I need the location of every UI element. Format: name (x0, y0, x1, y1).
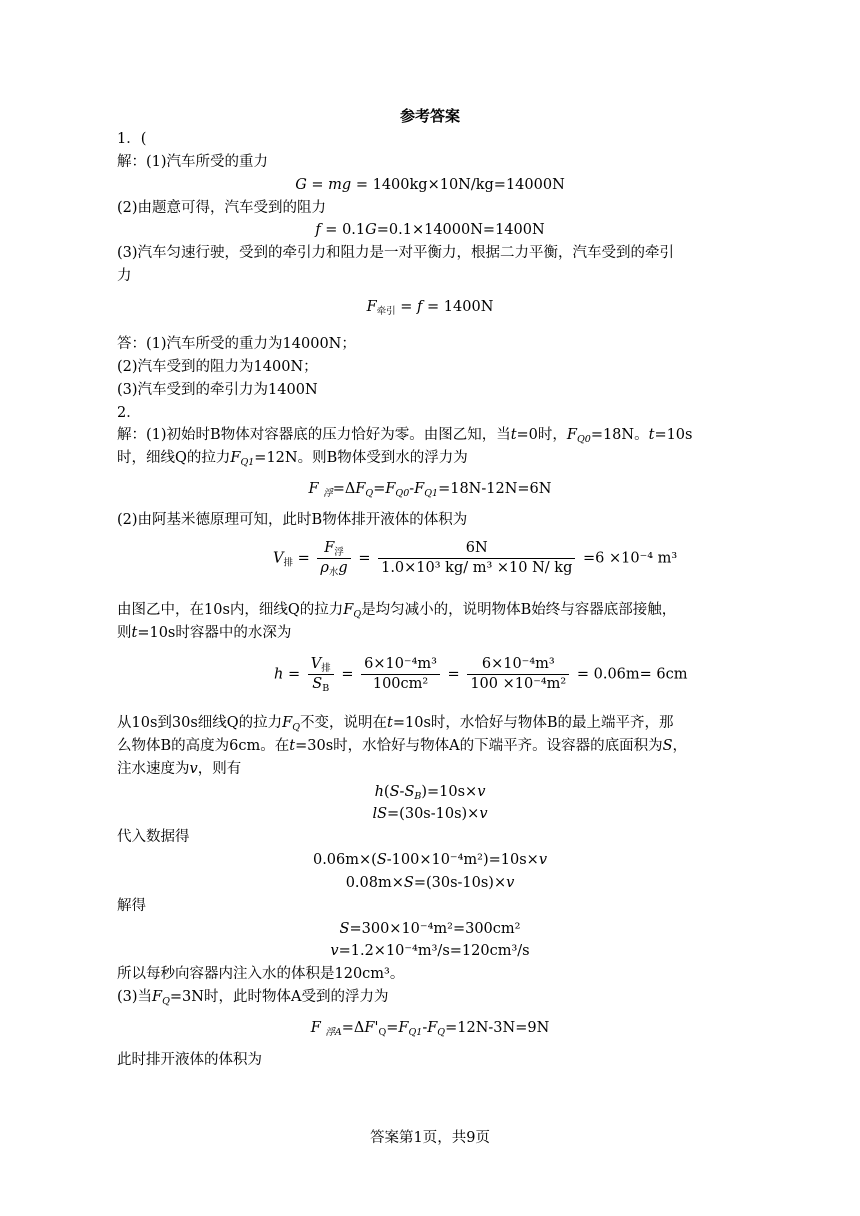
q2-solve-label: 解得 (117, 898, 146, 914)
q1-answer1: 答：(1)汽车所受的重力为14000N； (117, 336, 356, 352)
q1-line2: (2)由题意可得，汽车受到的阻力 (117, 200, 327, 216)
q2-para3-line1: 由图乙中，在10s内，细线Q的拉力$F_Q$是均匀减小的，说明物体B始终与容器底部接触， (117, 602, 677, 620)
q2-eqF: v=1.2×10⁻⁴m³/s=120cm³/s (330, 943, 530, 959)
page-footer: 答案第1页，共9页 (370, 1130, 490, 1146)
q2-para6: (3)当$F_Q=3N$时，此时物体A受到的浮力为 (117, 989, 389, 1007)
q2-eqD: 0.08m×S=(30s-10s)×v (345, 875, 515, 891)
q2-para4-line2: 么物体B的高度为6cm。在t=30s时，水恰好与物体A的下端平齐。设容器的底面积为S， (117, 738, 688, 754)
q1-line3a: (3)汽车匀速行驶，受到的牵引力和阻力是一对平衡力，根据二力平衡，汽车受到的牵引 (117, 245, 675, 261)
q2-eq6: F $_{浮A}=\Delta F'_Q=F_{Q1}-F_Q=12N-3N=9N$ (310, 1020, 550, 1038)
q2-eq3: h = $\frac{V_排}{S_B}$ = $\frac{\text{6×10⁻⁴m³}}{\text{100cm²}}$ = $\frac{\text{6×10⁻⁴m³}}{\text{100 ×10⁻⁴m²}}$ = 0.06m= 6cm (274, 656, 688, 694)
q2-para2: (2)由阿基米德原理可知，此时B物体排开液体的体积为 (117, 512, 468, 528)
q2-substitute-label: 代入数据得 (117, 829, 190, 845)
q2-para4-line3: 注水速度为v，则有 (117, 761, 242, 777)
q1-eq3: $F_{牵引} = f = 1400N$ (366, 299, 494, 317)
q2-para7: 此时排开液体的体积为 (117, 1052, 262, 1068)
q2-para5: 所以每秒向容器内注入水的体积是120cm³。 (117, 966, 405, 982)
q1-line3b: 力 (117, 268, 132, 284)
q2-eq1: F $_浮=\Delta F_Q=F_{Q0}-F_{Q1}=18N-12N=6N$ (308, 481, 552, 499)
q2-eqE: S=300×10⁻⁴m²=300cm² (339, 921, 521, 937)
q2-eqB: lS=(30s-10s)×v (372, 806, 488, 822)
q2-eq2: $V_排$ = $\frac{F_浮}{\rho_水g}$ = $\frac{6N}{\text{1.0×10³ kg/ m³ ×10 N/ kg}}$ =6 ×10⁻⁴ m³ (273, 540, 678, 578)
q2-para1-line2: 时，细线Q的拉力$F_{Q1}=12N$。则B物体受到水的浮力为 (117, 450, 468, 468)
q1-line1: 解：(1)汽车所受的重力 (117, 154, 269, 170)
q2-eqC: 0.06m×(S-100×10⁻⁴m²)=10s×v (312, 852, 548, 868)
page-title: 参考答案 (399, 107, 460, 125)
q1-eq2: f = 0.1G=0.1×14000N=1400N (315, 222, 545, 238)
q1-answer3: (3)汽车受到的牵引力为1400N (117, 382, 318, 398)
q2-number: 2． (117, 405, 141, 421)
q1-number: 1．( (117, 131, 147, 147)
q2-para4-line1: 从10s到30s细线Q的拉力$F_Q$不变，说明在t=10s时，水恰好与物体B的最上端平齐，那 (117, 715, 674, 733)
q1-answer2: (2)汽车受到的阻力为1400N； (117, 359, 318, 375)
q2-para3-line2: 则t=10s时容器中的水深为 (117, 625, 292, 641)
q2-eqA: $h(S-S_B)=10s\times v$ (374, 784, 486, 802)
q1-eq1: G = mg = 1400kg×10N/kg=14000N (295, 177, 565, 193)
q2-para1-line1: 解：(1)初始时B物体对容器底的压力恰好为零。由图乙知，当t=0时，$F_{Q0}=18N$。t=10s (117, 427, 693, 445)
